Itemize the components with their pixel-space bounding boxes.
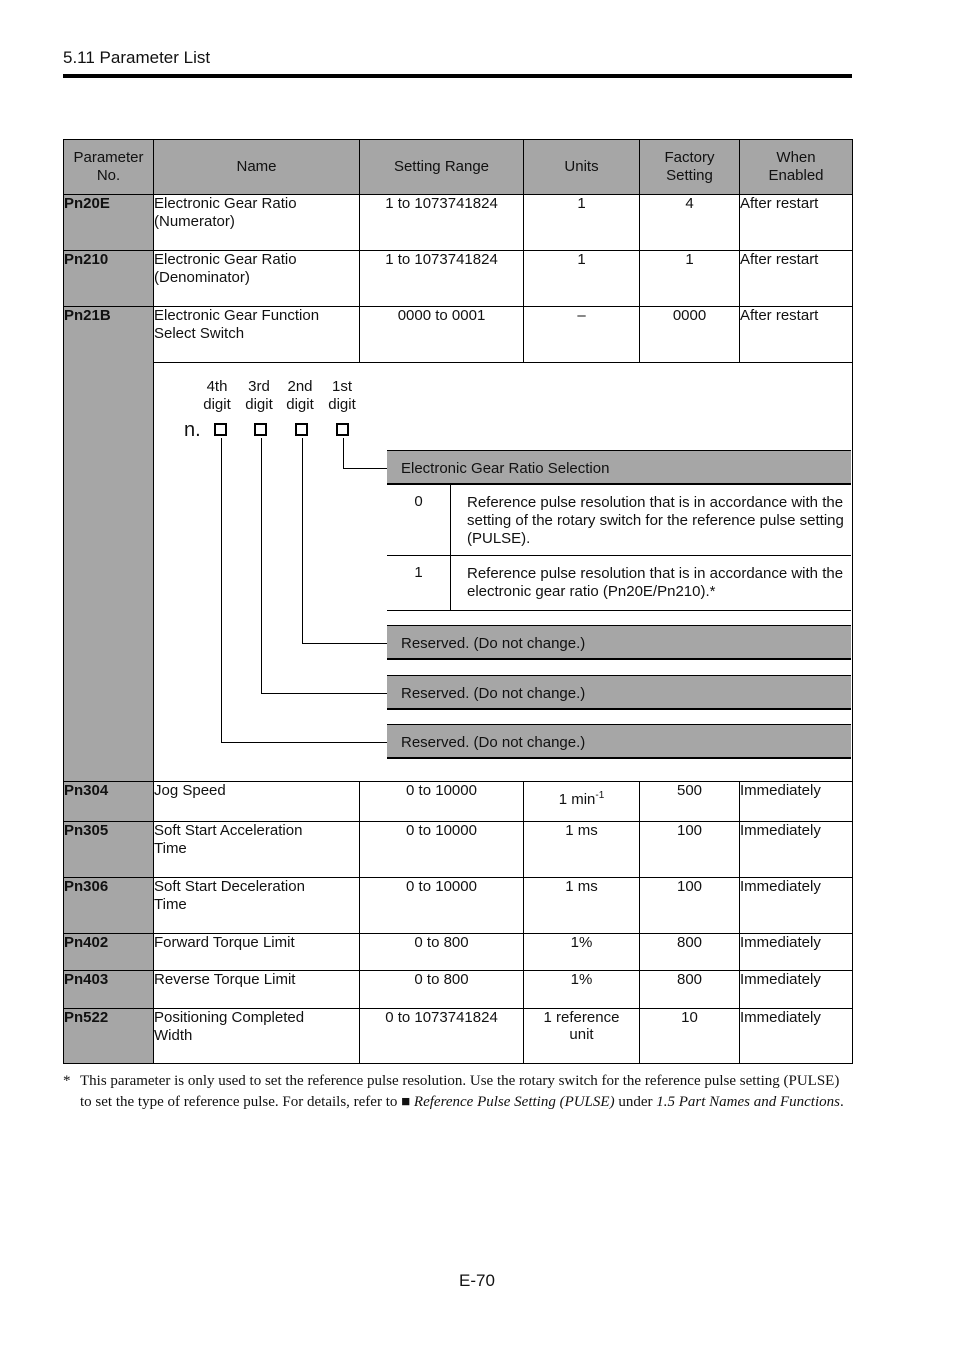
option-value: 1 xyxy=(387,556,451,610)
param-factory: 4 xyxy=(640,195,740,251)
param-units: 1% xyxy=(524,934,640,971)
param-units: 1 xyxy=(524,195,640,251)
table-row xyxy=(64,934,853,971)
param-name: Soft Start Acceleration Time xyxy=(154,822,360,878)
param-no: Pn21B xyxy=(64,307,154,782)
param-range: 0 to 800 xyxy=(360,934,524,971)
footnote-text: This parameter is only used to set the reference pulse resolution. Use the rotary switch for the reference pulse setting (PULSE) to set the type of reference pulse. For details, refer to ■ Reference Pulse Setting (PULSE) under 1.5 Part Names and Functions. xyxy=(80,1073,844,1110)
param-units: 1 ms xyxy=(524,878,640,934)
param-no: Pn522 xyxy=(64,1009,154,1064)
section-title: 5.11 Parameter List xyxy=(63,48,211,67)
footnote xyxy=(63,1071,853,1113)
table-row xyxy=(64,307,853,363)
reserved-4th-digit: Reserved. (Do not change.) xyxy=(387,724,851,759)
param-when: Immediately xyxy=(740,1009,853,1064)
param-range: 0 to 800 xyxy=(360,971,524,1009)
digit-label-1st: 1st digit xyxy=(328,378,356,413)
param-no: Pn20E xyxy=(64,195,154,251)
footnote-marker: * xyxy=(63,1073,71,1089)
param-name: Electronic Gear Function Select Switch xyxy=(154,307,360,363)
param-units: – xyxy=(524,307,640,363)
gear-ratio-selection-title: Electronic Gear Ratio Selection xyxy=(387,450,851,485)
param-name: Jog Speed xyxy=(154,782,360,822)
option-description: Reference pulse resolution that is in accordance with the setting of the rotary switch for the reference pulse setting (PULSE). xyxy=(467,494,844,547)
table-row xyxy=(64,1009,853,1064)
param-range: 1 to 1073741824 xyxy=(360,251,524,307)
param-factory: 800 xyxy=(640,971,740,1009)
param-factory: 0000 xyxy=(640,307,740,363)
table-header-row xyxy=(64,140,853,195)
col-header-param-no: Parameter No. xyxy=(64,140,154,195)
param-name: Electronic Gear Ratio (Numerator) xyxy=(154,195,360,251)
param-no: Pn210 xyxy=(64,251,154,307)
param-when: After restart xyxy=(740,195,853,251)
digit-label-3rd: 3rd digit xyxy=(245,378,273,413)
digit-box-1st xyxy=(336,423,349,436)
param-when: Immediately xyxy=(740,822,853,878)
connector-line-1st xyxy=(343,438,344,468)
param-factory: 1 xyxy=(640,251,740,307)
col-header-when-enabled: When Enabled xyxy=(740,140,853,195)
param-range: 0000 to 0001 xyxy=(360,307,524,363)
col-header-name: Name xyxy=(154,140,360,195)
param-no: Pn305 xyxy=(64,822,154,878)
param-no: Pn306 xyxy=(64,878,154,934)
table-row xyxy=(64,822,853,878)
connector-line-3rd-h xyxy=(261,693,387,694)
digit-label-2nd: 2nd digit xyxy=(286,378,314,413)
col-header-units: Units xyxy=(524,140,640,195)
table-row xyxy=(64,878,853,934)
connector-line-1st-h xyxy=(343,468,387,469)
param-when: After restart xyxy=(740,251,853,307)
param-range: 0 to 10000 xyxy=(360,822,524,878)
digit-diagram xyxy=(154,363,853,782)
digit-label-4th: 4th digit xyxy=(203,378,231,413)
digit-box-3rd xyxy=(254,423,267,436)
digit-diagram-row xyxy=(64,363,853,782)
col-header-factory-setting: Factory Setting xyxy=(640,140,740,195)
footnote-section-reference: 1.5 Part Names and Functions xyxy=(656,1094,840,1110)
param-units: 1% xyxy=(524,971,640,1009)
param-no: Pn402 xyxy=(64,934,154,971)
param-name: Forward Torque Limit xyxy=(154,934,360,971)
parameter-table xyxy=(63,139,853,1064)
param-name: Reverse Torque Limit xyxy=(154,971,360,1009)
n-prefix: n. xyxy=(184,419,201,441)
param-factory: 800 xyxy=(640,934,740,971)
reserved-3rd-digit: Reserved. (Do not change.) xyxy=(387,675,851,710)
param-units: 1 ms xyxy=(524,822,640,878)
header-rule xyxy=(63,74,852,78)
param-no: Pn403 xyxy=(64,971,154,1009)
param-range: 0 to 10000 xyxy=(360,782,524,822)
table-row xyxy=(64,251,853,307)
digit-box-2nd xyxy=(295,423,308,436)
param-name: Positioning Completed Width xyxy=(154,1009,360,1064)
option-row-0 xyxy=(387,485,851,556)
digit-box-4th xyxy=(214,423,227,436)
param-range: 0 to 10000 xyxy=(360,878,524,934)
page-number: E-70 xyxy=(459,1271,495,1290)
param-factory: 500 xyxy=(640,782,740,822)
option-row-1 xyxy=(387,556,851,611)
param-when: Immediately xyxy=(740,971,853,1009)
param-factory: 100 xyxy=(640,822,740,878)
option-description: Reference pulse resolution that is in accordance with the electronic gear ratio (Pn20E/Pn210).* xyxy=(467,565,844,600)
param-name: Soft Start Deceleration Time xyxy=(154,878,360,934)
param-units: 1 reference unit xyxy=(524,1009,640,1064)
connector-line-2nd-h xyxy=(302,643,387,644)
footnote-reference: ■ Reference Pulse Setting (PULSE) xyxy=(401,1094,615,1110)
param-no: Pn304 xyxy=(64,782,154,822)
param-range: 1 to 1073741824 xyxy=(360,195,524,251)
param-when: Immediately xyxy=(740,878,853,934)
table-row xyxy=(64,782,853,822)
table-row xyxy=(64,195,853,251)
param-units: 1 $\min^{-1}$ xyxy=(524,782,640,822)
param-when: Immediately xyxy=(740,782,853,822)
param-when: After restart xyxy=(740,307,853,363)
param-units: 1 xyxy=(524,251,640,307)
connector-line-3rd xyxy=(261,438,262,693)
param-when: Immediately xyxy=(740,934,853,971)
param-factory: 100 xyxy=(640,878,740,934)
param-range: 0 to 1073741824 xyxy=(360,1009,524,1064)
reserved-2nd-digit: Reserved. (Do not change.) xyxy=(387,625,851,660)
connector-line-2nd xyxy=(302,438,303,643)
connector-line-4th xyxy=(221,438,222,742)
col-header-setting-range: Setting Range xyxy=(360,140,524,195)
param-name: Electronic Gear Ratio (Denominator) xyxy=(154,251,360,307)
param-factory: 10 xyxy=(640,1009,740,1064)
option-value: 0 xyxy=(387,485,451,555)
table-row xyxy=(64,971,853,1009)
connector-line-4th-h xyxy=(221,742,387,743)
